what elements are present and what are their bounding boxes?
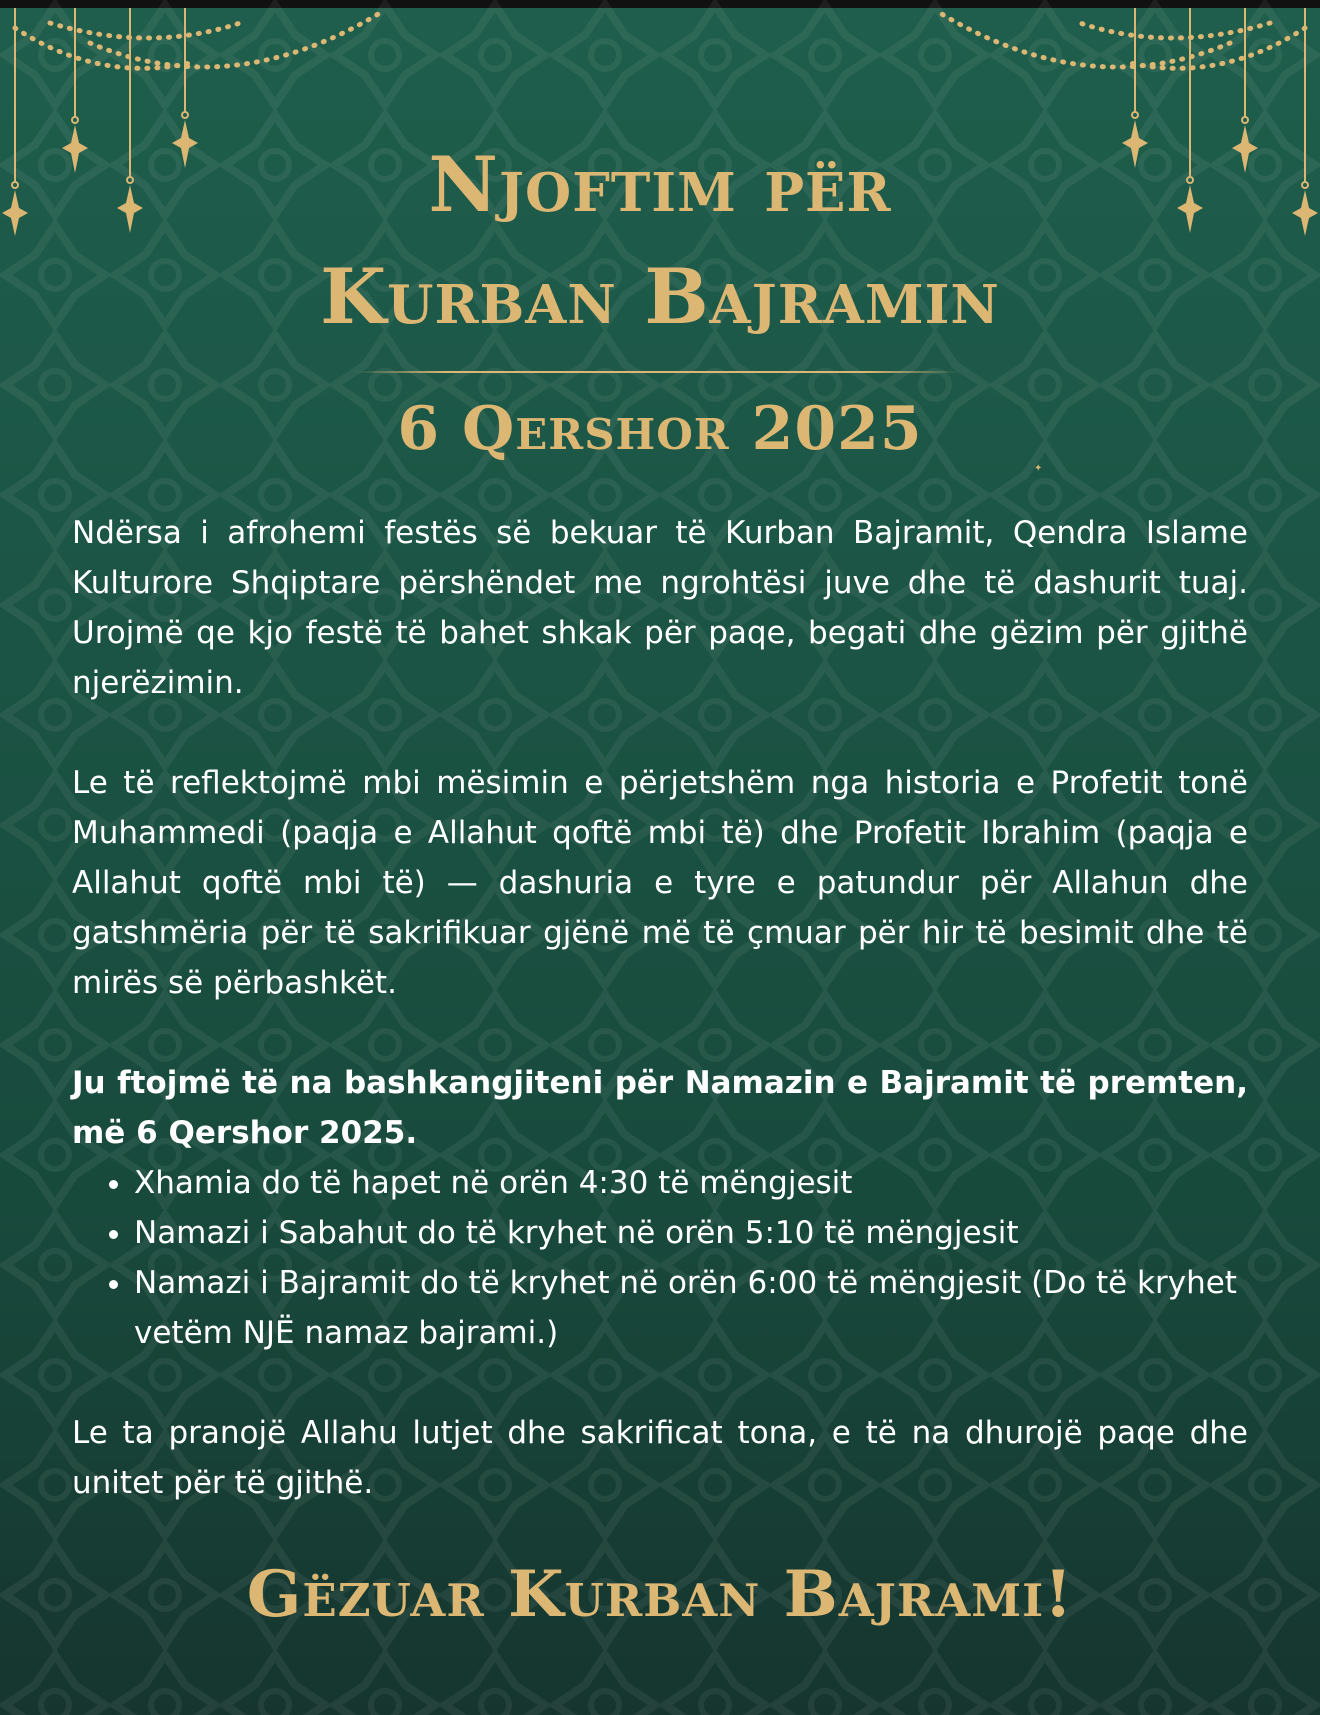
sparkle-icon: ✦	[1034, 463, 1043, 474]
title-divider	[355, 371, 960, 373]
closing-greeting: Gëzuar Kurban Bajrami!	[246, 1557, 1074, 1632]
event-date: 6 Qershor 2025	[397, 394, 923, 464]
greeting-paragraph: Ndërsa i afrohemi festës së bekuar të Kurban Bajramit, Qendra Islame Kulturore Shqiptare përshëndet me ngrohtësi juve dhe të dashurit tuaj. Urojmë qe kjo festë të bahet shkak për paqe, begati dhe gëzim për gjithë njerëzimin.	[72, 515, 1248, 701]
schedule-list	[72, 1158, 1310, 1358]
title-line-2: Kurban Bajramin	[320, 252, 1000, 341]
schedule-item: • Xhamia do të hapet në orën 4:30 të mëngjesit	[134, 1158, 1310, 1208]
invitation-paragraph: Ju ftojmë të na bashkangjiteni për Namazin e Bajramit të premten, më 6 Qershor 2025.	[72, 1065, 1248, 1151]
schedule-item: • Namazi i Bajramit do të kryhet në orën 6:00 të mëngjesit (Do të kryhet vetëm NJË namaz bajrami.)	[134, 1258, 1310, 1358]
reflection-paragraph: Le të reflektojmë mbi mësimin e përjetshëm nga historia e Profetit tonë Muhammedi (paqja e Allahut qoftë mbi të) dhe Profetit Ibrahim (paqja e Allahut qoftë mbi të) — dashuria e tyre e patundur për Allahun dhe gatshmëria për të sakrifikuar gjënë më të çmuar për hir të besimit dhe të mirës së përbashkët.	[72, 765, 1248, 1001]
schedule-item: • Namazi i Sabahut do të kryhet në orën 5:10 të mëngjesit	[134, 1208, 1310, 1258]
title-line-1: Njoftim për	[428, 140, 892, 229]
closing-paragraph: Le ta pranojë Allahu lutjet dhe sakrificat tona, e të na dhurojë paqe dhe unitet për të gjithë.	[72, 1415, 1248, 1501]
